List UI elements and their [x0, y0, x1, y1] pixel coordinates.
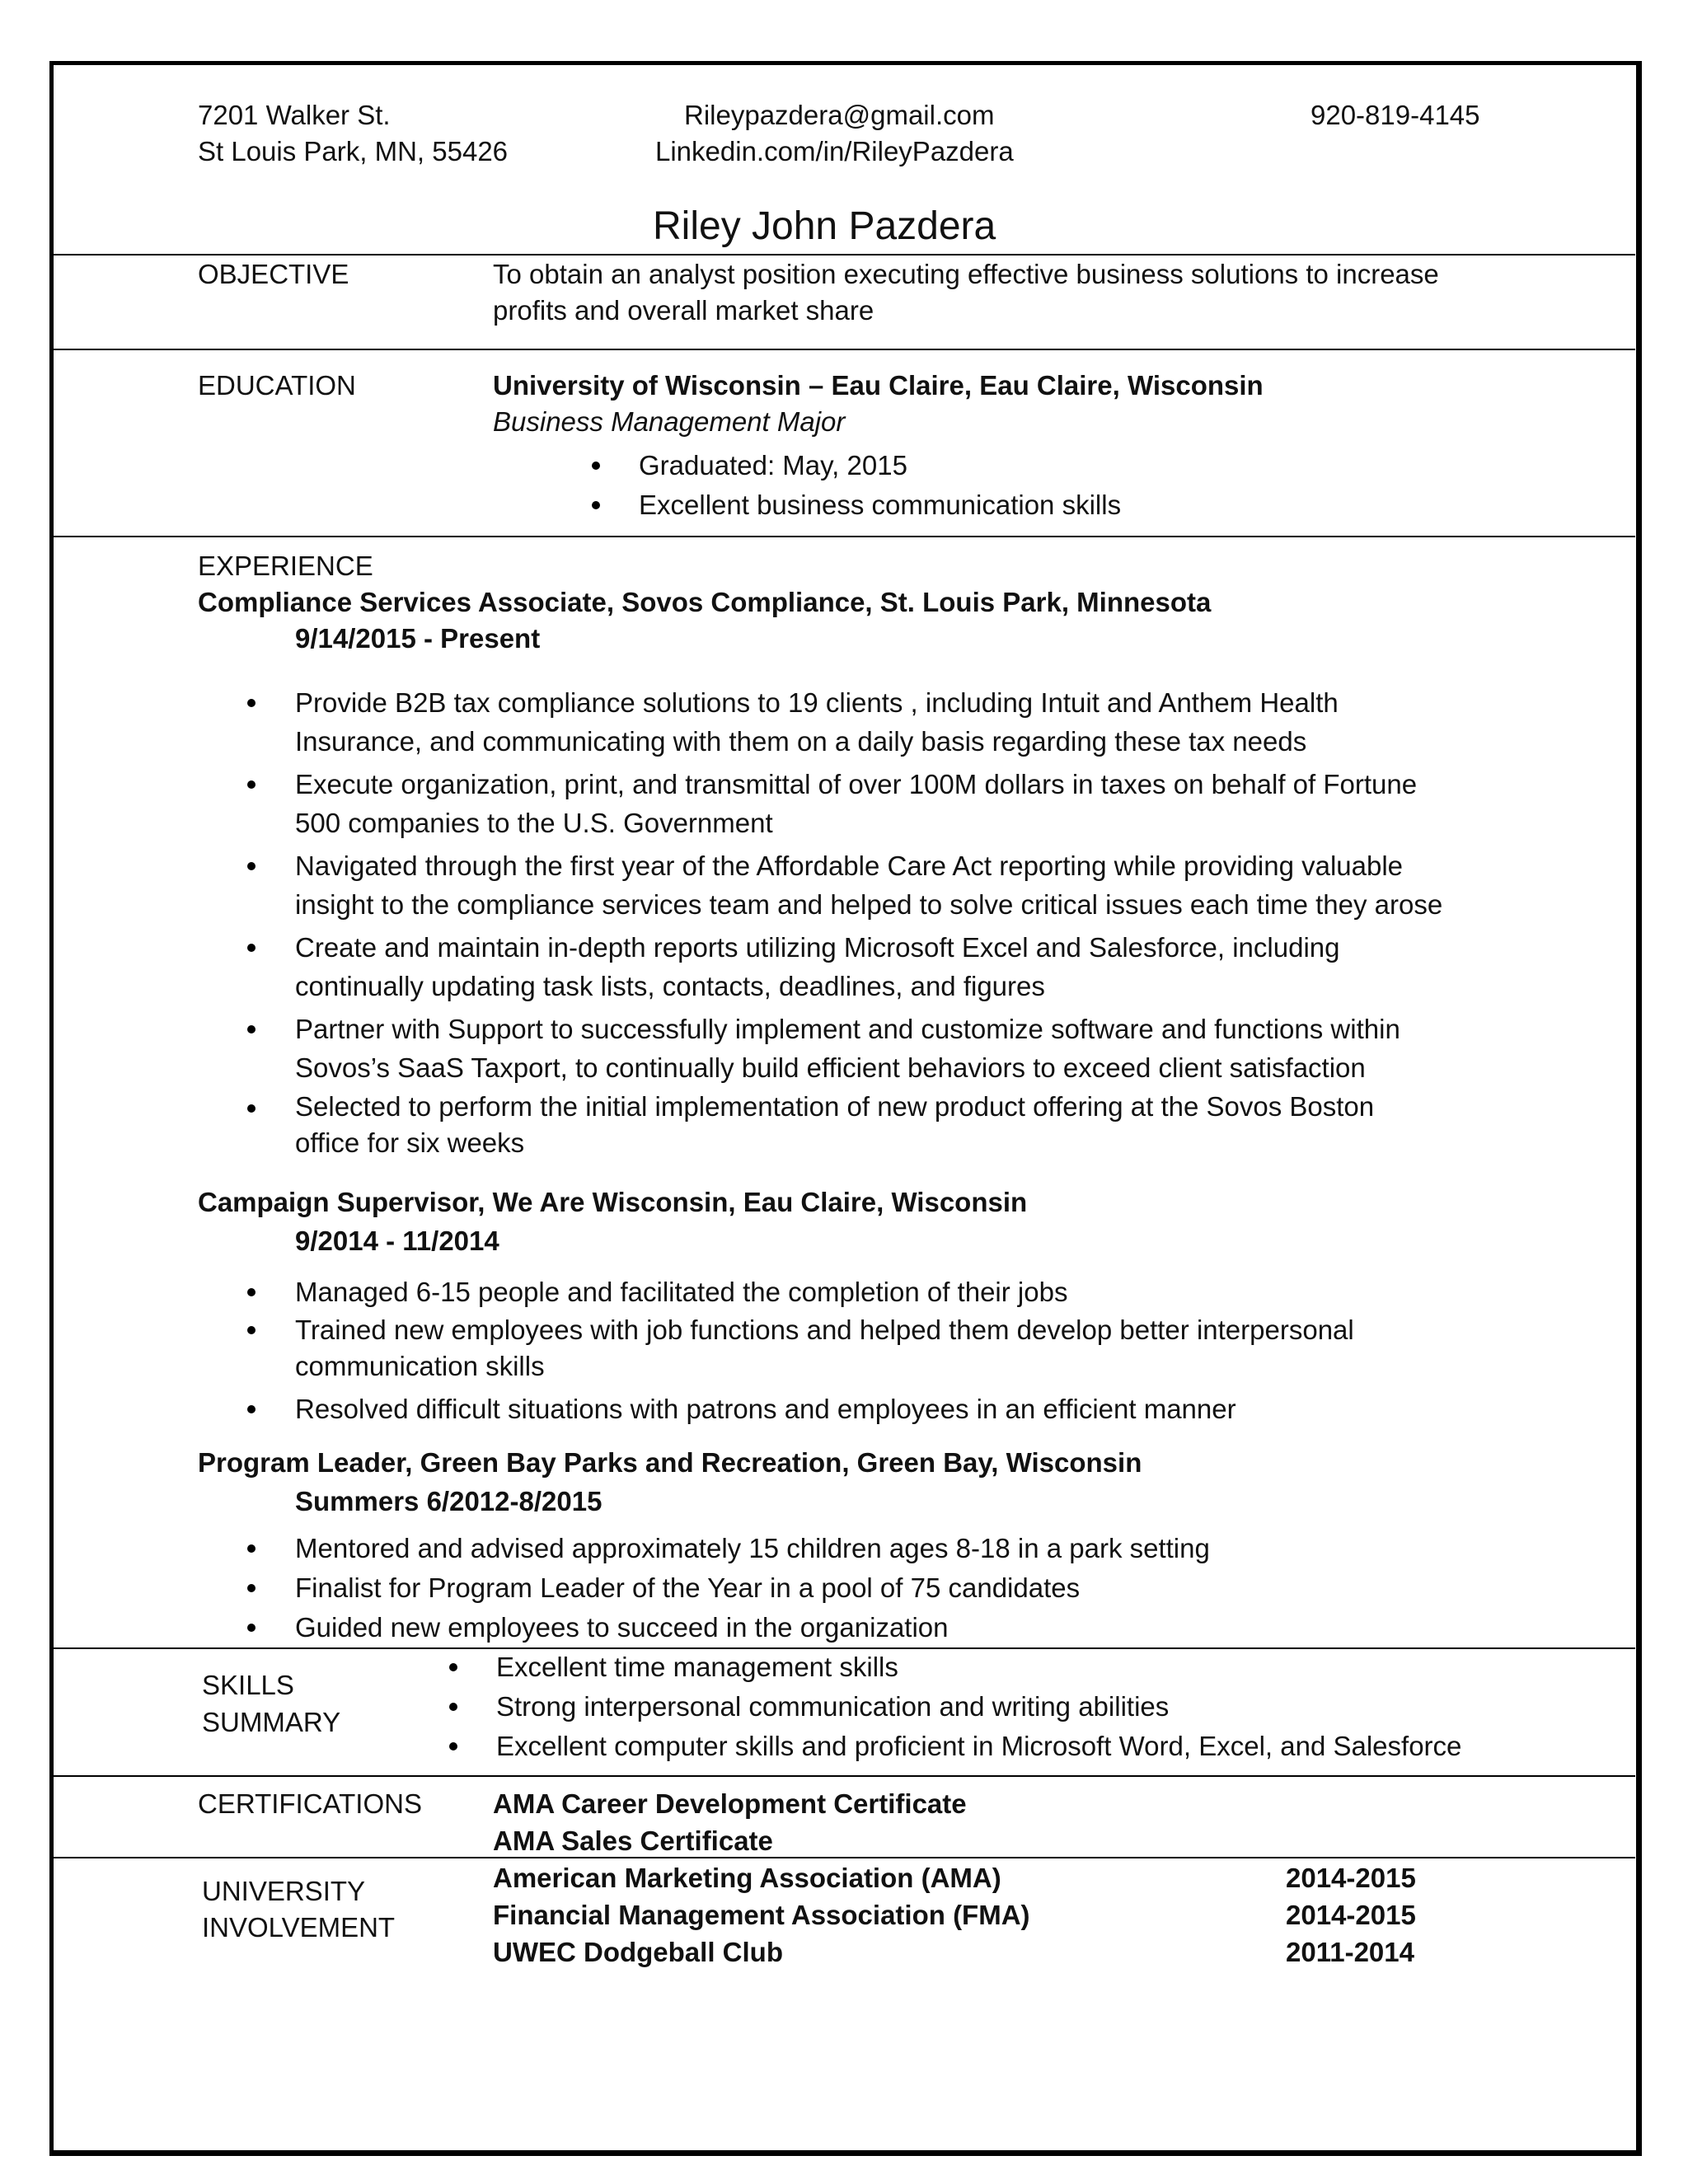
bullet-icon [247, 1326, 256, 1334]
resume-name: Riley John Pazdera [653, 204, 996, 248]
job-dates: 9/14/2015 - Present [295, 623, 541, 654]
section-divider [53, 349, 1635, 350]
section-divider [53, 536, 1635, 537]
job-title: Program Leader, Green Bay Parks and Recreation, Green Bay, Wisconsin [198, 1447, 1142, 1478]
job-bullet-line: office for six weeks [295, 1127, 525, 1158]
involvement-years: 2011-2014 [1286, 1937, 1414, 1967]
job-bullet-line: communication skills [295, 1351, 545, 1381]
education-heading: EDUCATION [198, 370, 356, 401]
job-bullet-line: Trained new employees with job functions and helped them develop better interpersonal [295, 1315, 1354, 1345]
job-bullet-line: Execute organization, print, and transmittal of over 100M dollars in taxes on behalf of Fortune [295, 769, 1418, 799]
job-bullet-line: continually updating task lists, contacts, deadlines, and figures [295, 971, 1045, 1001]
job-bullet-line: Guided new employees to succeed in the organization [295, 1612, 949, 1643]
bullet-icon [592, 462, 600, 470]
job-bullet-line: insight to the compliance services team and helped to solve critical issues each time they arose [295, 889, 1443, 920]
objective-heading: OBJECTIVE [198, 259, 349, 289]
certification-item: AMA Career Development Certificate [493, 1788, 967, 1819]
job-dates: Summers 6/2012-8/2015 [295, 1486, 603, 1516]
experience-heading: EXPERIENCE [198, 551, 373, 581]
job-bullet-line: Create and maintain in-depth reports utilizing Microsoft Excel and Salesforce, including [295, 932, 1340, 963]
involvement-heading: INVOLVEMENT [202, 1912, 396, 1943]
bullet-icon [247, 699, 256, 707]
section-divider [53, 1857, 1635, 1858]
job-bullet-line: Navigated through the first year of the Affordable Care Act reporting while providing valuable [295, 851, 1404, 881]
bullet-icon [449, 1742, 457, 1750]
education-major: Business Management Major [493, 406, 846, 437]
involvement-years: 2014-2015 [1286, 1900, 1416, 1930]
bullet-icon [247, 1544, 256, 1553]
job-bullet-line: Resolved difficult situations with patrons and employees in an efficient manner [295, 1394, 1236, 1424]
certification-item: AMA Sales Certificate [493, 1825, 773, 1856]
job-bullet-line: Provide B2B tax compliance solutions to 19 clients , including Intuit and Anthem Health [295, 687, 1339, 718]
certifications-heading: CERTIFICATIONS [198, 1788, 422, 1819]
involvement-org: UWEC Dodgeball Club [493, 1937, 783, 1967]
education-bullet: Excellent business communication skills [639, 490, 1122, 520]
job-bullet-line: Insurance, and communicating with them on a daily basis regarding these tax needs [295, 726, 1307, 757]
contact-street: 7201 Walker St. [198, 100, 391, 130]
involvement-years: 2014-2015 [1286, 1863, 1416, 1893]
job-title: Compliance Services Associate, Sovos Compliance, St. Louis Park, Minnesota [198, 587, 1212, 617]
skills-heading: SKILLS [202, 1670, 294, 1700]
job-bullet-line: Selected to perform the initial implementation of new product offering at the Sovos Boston [295, 1091, 1375, 1122]
job-title: Campaign Supervisor, We Are Wisconsin, Eau Claire, Wisconsin [198, 1187, 1028, 1217]
objective-line: To obtain an analyst position executing effective business solutions to increase [493, 259, 1439, 289]
bullet-icon [247, 1584, 256, 1592]
bullet-icon [247, 1624, 256, 1632]
skills-bullet: Strong interpersonal communication and writing abilities [496, 1691, 1170, 1722]
bullet-icon [247, 1288, 256, 1296]
bullet-icon [449, 1663, 457, 1671]
section-divider [53, 1775, 1635, 1777]
job-bullet-line: Partner with Support to successfully implement and customize software and functions within [295, 1014, 1400, 1044]
contact-email[interactable]: Rileypazdera@gmail.com [684, 100, 995, 130]
involvement-heading: UNIVERSITY [202, 1876, 366, 1906]
contact-linkedin[interactable]: Linkedin.com/in/RileyPazdera [655, 136, 1014, 166]
skills-bullet: Excellent time management skills [496, 1652, 898, 1682]
bullet-icon [247, 862, 256, 870]
bullet-icon [247, 1025, 256, 1033]
job-bullet-line: Sovos’s SaaS Taxport, to continually build efficient behaviors to exceed client satisfaction [295, 1052, 1366, 1083]
job-bullet-line: Mentored and advised approximately 15 children ages 8-18 in a park setting [295, 1533, 1210, 1563]
contact-phone: 920-819-4145 [1311, 100, 1480, 130]
objective-line: profits and overall market share [493, 295, 874, 326]
skills-bullet: Excellent computer skills and proficient in Microsoft Word, Excel, and Salesforce [496, 1731, 1462, 1761]
skills-heading: SUMMARY [202, 1707, 341, 1737]
contact-city: St Louis Park, MN, 55426 [198, 136, 509, 166]
bullet-icon [449, 1703, 457, 1711]
job-bullet-line: 500 companies to the U.S. Government [295, 808, 773, 838]
bullet-icon [247, 1405, 256, 1413]
bullet-icon [247, 780, 256, 789]
bullet-icon [247, 944, 256, 952]
bullet-icon [247, 1104, 256, 1113]
bullet-icon [592, 501, 600, 509]
education-bullet: Graduated: May, 2015 [639, 450, 907, 480]
job-bullet-line: Finalist for Program Leader of the Year in a pool of 75 candidates [295, 1572, 1081, 1603]
job-dates: 9/2014 - 11/2014 [295, 1226, 499, 1256]
involvement-org: American Marketing Association (AMA) [493, 1863, 1001, 1893]
education-school: University of Wisconsin – Eau Claire, Eau Claire, Wisconsin [493, 370, 1264, 401]
job-bullet-line: Managed 6-15 people and facilitated the completion of their jobs [295, 1277, 1068, 1307]
involvement-org: Financial Management Association (FMA) [493, 1900, 1030, 1930]
